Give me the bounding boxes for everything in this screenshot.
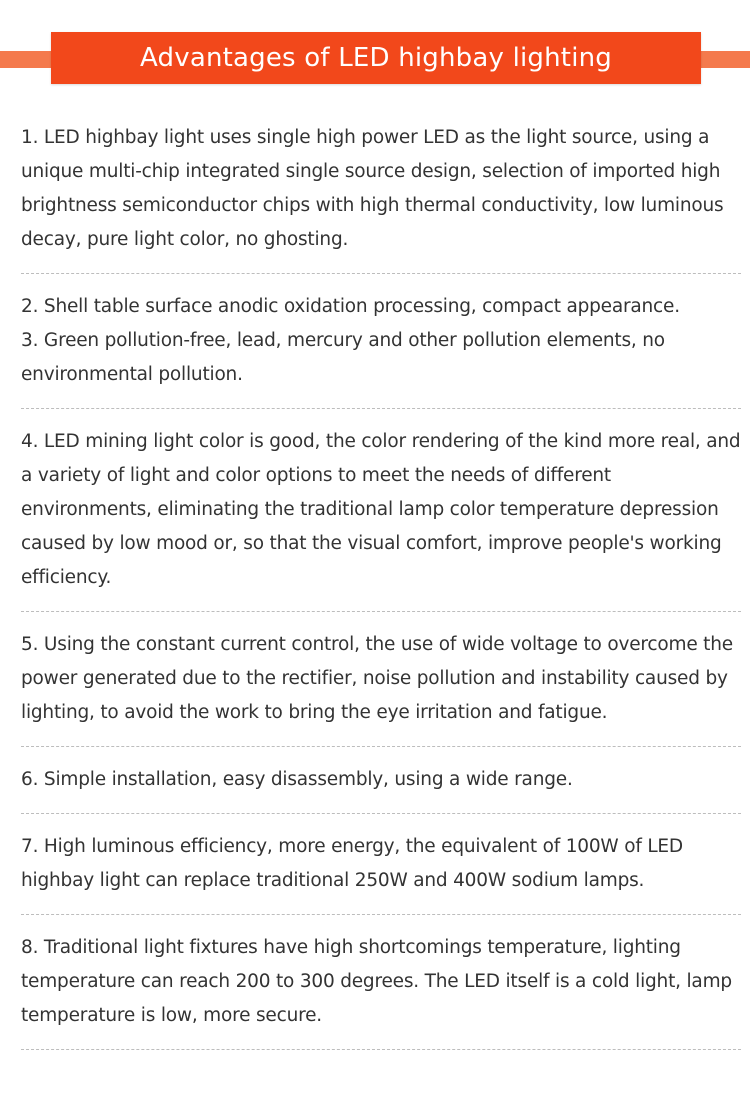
header-accent-line-right: [700, 51, 750, 68]
feature-section-1: [21, 121, 741, 274]
header: [0, 0, 750, 100]
page-title: Advantages of LED highbay lighting: [51, 32, 701, 84]
feature-section-6: [21, 830, 741, 915]
feature-paragraph: 7. High luminous efficiency, more energy, the equivalent of 100W of LED highbay light can replace traditional 250W and 400W sodium lamps.: [21, 836, 683, 891]
feature-paragraph: 4. LED mining light color is good, the color rendering of the kind more real, and a variety of light and color options to meet the needs of different environments, eliminating the traditional lamp color temperature depression caused by low mood or, so that the visual comfort, improve people's working efficiency.: [21, 431, 741, 588]
feature-list: [21, 121, 741, 1066]
feature-section-7: [21, 931, 741, 1050]
feature-paragraph: 2. Shell table surface anodic oxidation processing, compact appearance.: [21, 296, 680, 317]
feature-paragraph: 6. Simple installation, easy disassembly, using a wide range.: [21, 769, 573, 790]
feature-paragraph: 1. LED highbay light uses single high power LED as the light source, using a unique multi-chip integrated single source design, selection of imported high brightness semiconductor chips with high thermal conductivity, low luminous decay, pure light color, no ghosting.: [21, 127, 724, 250]
feature-paragraph: 3. Green pollution-free, lead, mercury and other pollution elements, no environmental pollution.: [21, 330, 665, 385]
feature-paragraph: 5. Using the constant current control, the use of wide voltage to overcome the power generated due to the rectifier, noise pollution and instability caused by lighting, to avoid the work to bring the eye irritation and fatigue.: [21, 634, 733, 723]
feature-section-2: [21, 290, 741, 409]
feature-section-4: [21, 628, 741, 747]
feature-section-3: [21, 425, 741, 612]
header-accent-line-left: [0, 51, 52, 68]
feature-section-5: [21, 763, 741, 814]
feature-paragraph: 8. Traditional light fixtures have high shortcomings temperature, lighting temperature can reach 200 to 300 degrees. The LED itself is a cold light, lamp temperature is low, more secure.: [21, 937, 732, 1026]
